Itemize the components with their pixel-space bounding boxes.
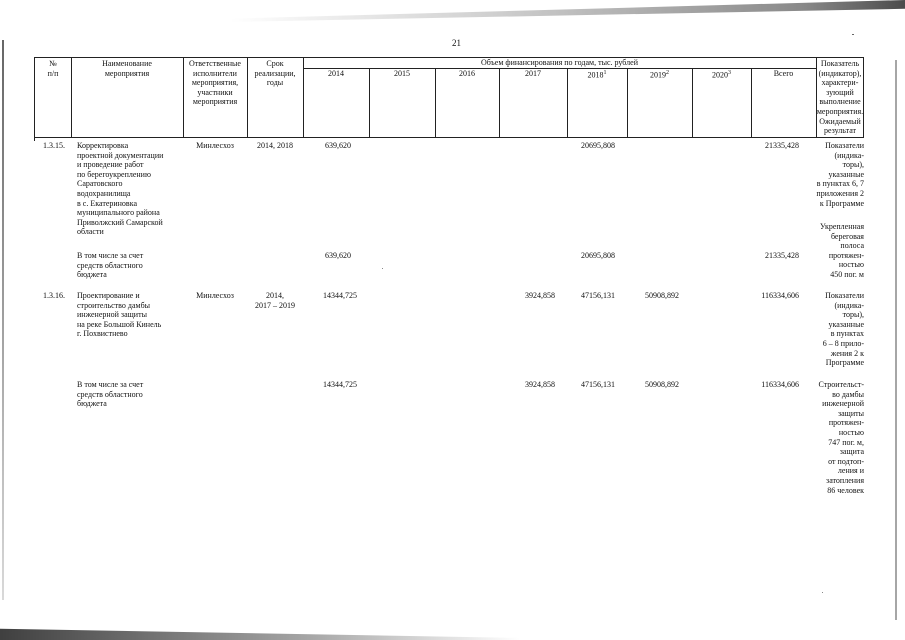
row-1-2018: 20695,808 <box>581 141 615 150</box>
scan-artifact-top <box>230 0 905 22</box>
row-2-sub-2017: 3924,858 <box>525 380 555 389</box>
scan-speck <box>822 592 823 593</box>
row-1-sub-total: 21335,428 <box>765 251 799 260</box>
row-2-2019: 50908,892 <box>645 291 679 300</box>
row-2-2014: 14344,725 <box>323 291 357 300</box>
header-year-2014: 2014 <box>328 69 344 78</box>
row-1-total: 21335,428 <box>765 141 799 150</box>
row-1-sub-name: В том числе за счет средств областного бюджета <box>77 251 144 280</box>
header-name: Наименование мероприятия <box>102 59 152 78</box>
header-year-2015: 2015 <box>394 69 410 78</box>
body-divider <box>34 137 35 141</box>
row-1-indicator: Показатели (индика- торы), указанные в пунктах 6, 7 приложения 2 к Программе <box>816 141 864 208</box>
header-term: Срок реализации, годы <box>254 59 296 88</box>
header-year-2016: 2016 <box>459 69 475 78</box>
header-year-2020: 2020$^3$ <box>712 70 731 80</box>
row-2-sub-2019: 50908,892 <box>645 380 679 389</box>
row-1-num: 1.3.15. <box>43 141 65 150</box>
row-2-sub-name: В том числе за счет средств областного бюджета <box>77 380 144 409</box>
row-2-2018: 47156,131 <box>581 291 615 300</box>
row-2-result: Строительст- во дамбы инженерной защиты протяжен- ностью 747 пог. м, защита от подтоп- ления и затопления 86 человек <box>818 380 864 495</box>
scan-artifact-bottom <box>0 626 520 640</box>
row-2-2017: 3924,858 <box>525 291 555 300</box>
row-2-num: 1.3.16. <box>43 291 65 300</box>
row-2-total: 116334,606 <box>761 291 799 300</box>
row-2-name: Проектирование и строительство дамбы инженерной защиты на реке Большой Кинель г. Похвистнево <box>77 291 162 339</box>
row-2-term: 2014, 2017 – 2019 <box>255 291 295 310</box>
row-2-sub-2014: 14344,725 <box>323 380 357 389</box>
row-1-responsible: Минлесхоз <box>196 141 234 150</box>
page-number: 21 <box>452 38 461 48</box>
row-1-term: 2014, 2018 <box>257 141 293 150</box>
scan-speck <box>852 34 854 35</box>
row-1-sub-2018: 20695,808 <box>581 251 615 260</box>
header-indicator: Показатель (индикатор), характери- зующий выполнение мероприятия. Ожидаемый результат <box>816 59 864 136</box>
row-1-2014: 639,620 <box>325 141 351 150</box>
header-total: Всего <box>773 69 794 78</box>
header-year-2019: 2019$^2$ <box>650 70 669 80</box>
header-num: № п/п <box>47 59 59 78</box>
row-1-name: Корректировка проектной документации и проведение работ по берегоукреплению Саратовского водохранилища в с. Екатериновка муниципального района Приволжский Самарской области <box>77 141 164 237</box>
scan-artifact-right <box>895 60 897 620</box>
scan-speck <box>382 268 383 269</box>
scan-artifact-left <box>2 40 4 600</box>
header-year-2018: 2018$^1$ <box>587 70 607 80</box>
header-financing: Объем финансирования по годам, тыс. рублей <box>481 58 638 67</box>
header-responsible: Ответственные исполнители мероприятия, участники мероприятия <box>189 59 241 107</box>
row-2-sub-2018: 47156,131 <box>581 380 615 389</box>
row-1-sub-2014: 639,620 <box>325 251 351 260</box>
row-2-indicator: Показатели (индика- торы), указанные в пунктах 6 – 8 прило- жения 2 к Программе <box>822 291 864 368</box>
row-1-result: Укрепленная береговая полоса протяжен- ностью 450 пог. м <box>819 222 864 279</box>
header-year-2017: 2017 <box>525 69 541 78</box>
row-2-responsible: Минлесхоз <box>196 291 234 300</box>
row-2-sub-total: 116334,606 <box>761 380 799 389</box>
